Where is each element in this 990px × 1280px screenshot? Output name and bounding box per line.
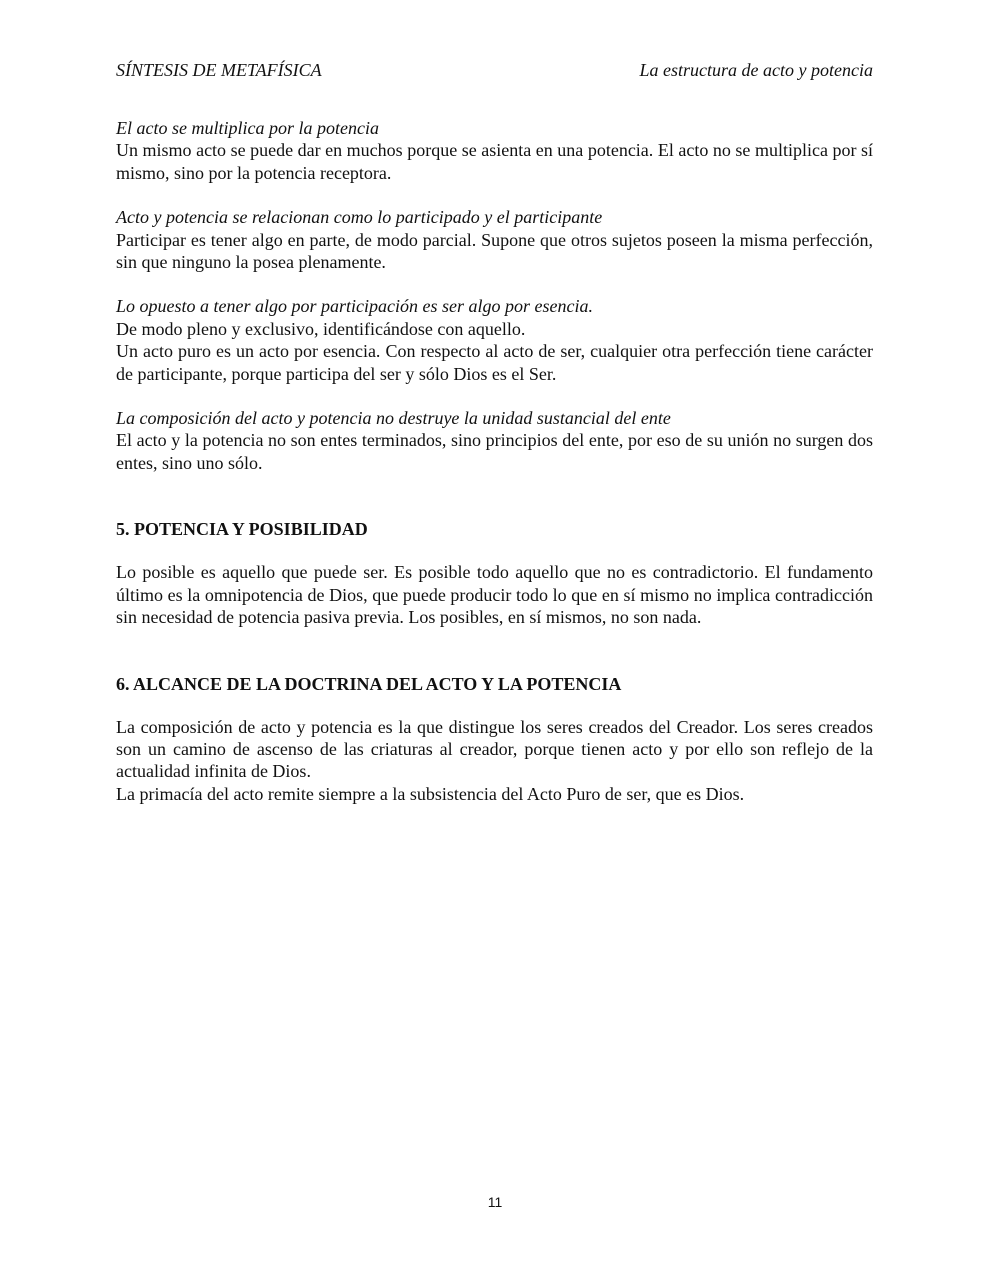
header-book-title: SÍNTESIS DE METAFÍSICA xyxy=(116,60,322,80)
block-subtitle: Lo opuesto a tener algo por participación es ser algo por esencia. xyxy=(116,296,593,317)
section-paragraph: La composición de acto y potencia es la que distingue los seres creados del Creador. Los seres creados son un camino de ascenso de las criaturas al creador, porque tienen acto y por ello son reflejo de la actualidad infinita de Dios. xyxy=(116,716,873,782)
block-subtitle: La composición del acto y potencia no destruye la unidad sustancial del ente xyxy=(116,408,671,429)
block-paragraph: Participar es tener algo en parte, de modo parcial. Supone que otros sujetos poseen la misma perfección, sin que ninguno la posea plenamente. xyxy=(116,229,873,273)
text-block xyxy=(116,206,873,273)
section-paragraph: La primacía del acto remite siempre a la subsistencia del Acto Puro de ser, que es Dios. xyxy=(116,783,745,804)
header-chapter-title: La estructura de acto y potencia xyxy=(639,60,873,80)
section-heading: 6. ALCANCE DE LA DOCTRINA DEL ACTO Y LA POTENCIA xyxy=(116,673,622,694)
block-subtitle: El acto se multiplica por la potencia xyxy=(116,118,379,138)
page-number: 11 xyxy=(487,1194,503,1210)
block-paragraph: Un mismo acto se puede dar en muchos porque se asienta en una potencia. El acto no se multiplica por sí mismo, sino por la potencia receptora. xyxy=(116,140,873,183)
section-heading: 5. POTENCIA Y POSIBILIDAD xyxy=(116,519,368,540)
block-paragraph: Un acto puro es un acto por esencia. Con respecto al acto de ser, cualquier otra perfección tiene carácter de participante, porque participa del ser y sólo Dios es el Ser. xyxy=(116,341,873,384)
text-block xyxy=(116,117,873,184)
page-body xyxy=(116,117,873,805)
section-alcance-doctrina xyxy=(116,673,873,806)
block-paragraph: El acto y la potencia no son entes terminados, sino principios del ente, por eso de su unión no surgen dos entes, sino uno sólo. xyxy=(116,430,873,473)
page-header xyxy=(116,58,873,82)
block-paragraph: De modo pleno y exclusivo, identificándose con aquello. xyxy=(116,318,526,339)
text-block xyxy=(116,407,873,474)
section-paragraph: Lo posible es aquello que puede ser. Es posible todo aquello que no es contradictorio. El fundamento último es la omnipotencia de Dios, que puede producir todo lo que en sí mismo no implica contradicción sin necesidad de potencia pasiva previa. Los posibles, en sí mismos, no son nada. xyxy=(116,562,873,628)
block-subtitle: Acto y potencia se relacionan como lo participado y el participante xyxy=(116,207,603,228)
text-block xyxy=(116,295,873,385)
section-potencia-posibilidad xyxy=(116,518,873,628)
